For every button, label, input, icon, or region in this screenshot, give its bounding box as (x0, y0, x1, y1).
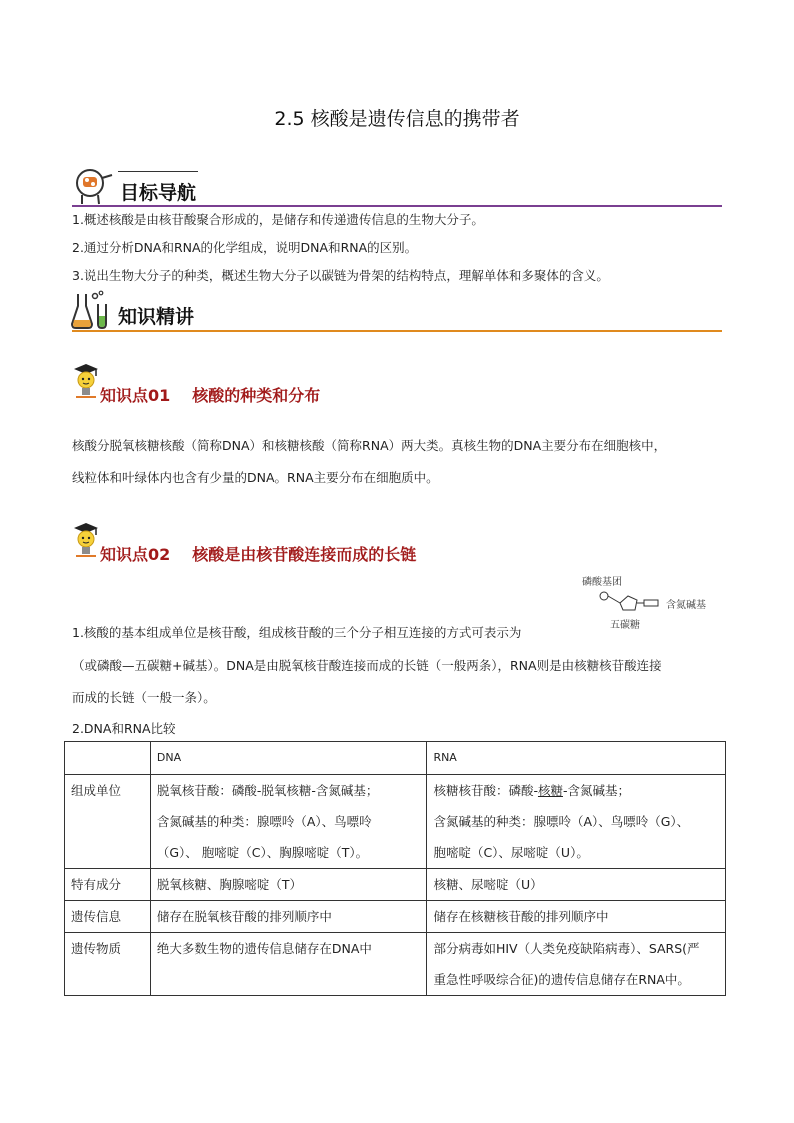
goal-item: 2.通过分析DNA和RNA的化学组成，说明DNA和RNA的区别。 (72, 240, 418, 255)
knowledge-point-label: 知识点02 (100, 545, 171, 564)
phosphate-label: 磷酸基团 (582, 577, 622, 588)
paragraph-line: 核酸分脱氧核糖核酸（简称DNA）和核糖核酸（简称RNA）两大类。真核生物的DNA主要分布在细胞核中， (72, 438, 667, 453)
table-cell: 储存在脱氧核苷酸的排列顺序中 (150, 901, 427, 933)
paragraph-line: 而成的长链（一般一条）。 (72, 690, 216, 705)
table-row (65, 933, 726, 996)
section-top-rule (118, 171, 198, 172)
cell-text: 核糖核苷酸：磷酸- (433, 783, 538, 798)
row-label: 特有成分 (65, 869, 151, 901)
table-header-row (65, 742, 726, 775)
table-cell (427, 775, 726, 869)
cell-line: 部分病毒如HIV（人类免疫缺陷病毒）、SARS(严 (433, 941, 700, 956)
goal-item: 1.概述核酸是由核苷酸聚合形成的，是储存和传递遗传信息的生物大分子。 (72, 212, 484, 227)
underlined-term: 核糖 (537, 783, 563, 798)
knowledge-point-label: 知识点01 (100, 386, 171, 405)
section-heading-knowledge: 知识精讲 (118, 306, 195, 328)
cell-line (433, 775, 719, 806)
page-title: 2.5 核酸是遗传信息的携带者 (274, 108, 520, 130)
row-label: 遗传物质 (65, 933, 151, 996)
dna-rna-comparison-table (64, 741, 726, 996)
table-cell: 核糖、尿嘧啶（U） (427, 869, 726, 901)
cell-text: -含氮碱基； (562, 783, 630, 798)
cell-line: 含氮碱基的种类：腺嘌呤（A）、鸟嘌呤 (156, 814, 372, 829)
lightbulb-graduate-icon (72, 522, 100, 558)
cell-line: 胞嘧啶（C）、尿嘧啶（U）。 (433, 845, 589, 860)
sugar-label: 五碳糖 (610, 620, 640, 631)
compare-heading: 2.DNA和RNA比较 (72, 721, 176, 736)
paragraph-line: 1.核酸的基本组成单位是核苷酸，组成核苷酸的三个分子相互连接的方式可表示为 (72, 625, 522, 640)
table-header-cell: DNA (150, 742, 427, 775)
table-cell (150, 775, 427, 869)
knowledge-point-title: 核酸的种类和分布 (192, 386, 321, 405)
table-cell (427, 933, 726, 996)
table-row (65, 775, 726, 869)
table-header-cell (65, 742, 151, 775)
section-rule-orange (72, 330, 722, 332)
cell-line: 含氮碱基的种类：腺嘌呤（A）、鸟嘌呤（G）、 (433, 814, 690, 829)
lightbulb-graduate-icon (72, 363, 100, 399)
table-cell: 脱氧核糖、胸腺嘧啶（T） (150, 869, 427, 901)
knowledge-point-title: 核酸是由核苷酸连接而成的长链 (192, 545, 417, 564)
base-label: 含氮碱基 (666, 600, 706, 611)
goal-item: 3.说出生物大分子的种类，概述生物大分子以碳链为骨架的结构特点，理解单体和多聚体的含义。 (72, 268, 609, 283)
knowledge-point-heading (100, 383, 320, 406)
target-navigation-icon (72, 166, 114, 206)
row-label: 组成单位 (65, 775, 151, 869)
paragraph-line: （或磷酸—五碳糖+碱基）。DNA是由脱氧核苷酸连接而成的长链（一般两条），RNA则是由核糖核苷酸连接 (72, 658, 662, 673)
table-row (65, 901, 726, 933)
row-label: 遗传信息 (65, 901, 151, 933)
table-cell: 绝大多数生物的遗传信息储存在DNA中 (150, 933, 427, 996)
section-rule-purple (72, 205, 722, 207)
lab-flask-icon (70, 290, 112, 330)
cell-line: 重急性呼吸综合征)的遗传信息储存在RNA中。 (433, 972, 690, 987)
section-heading-goals: 目标导航 (120, 182, 197, 204)
table-row (65, 869, 726, 901)
table-header-cell: RNA (427, 742, 726, 775)
cell-line: 脱氧核苷酸：磷酸-脱氧核糖-含氮碱基； (156, 783, 379, 798)
paragraph-line: 线粒体和叶绿体内也含有少量的DNA。RNA主要分布在细胞质中。 (72, 470, 439, 485)
cell-line: （G）、 胞嘧啶（C）、胸腺嘧啶（T）。 (156, 845, 369, 860)
table-cell: 储存在核糖核苷酸的排列顺序中 (427, 901, 726, 933)
knowledge-point-heading (100, 542, 416, 565)
